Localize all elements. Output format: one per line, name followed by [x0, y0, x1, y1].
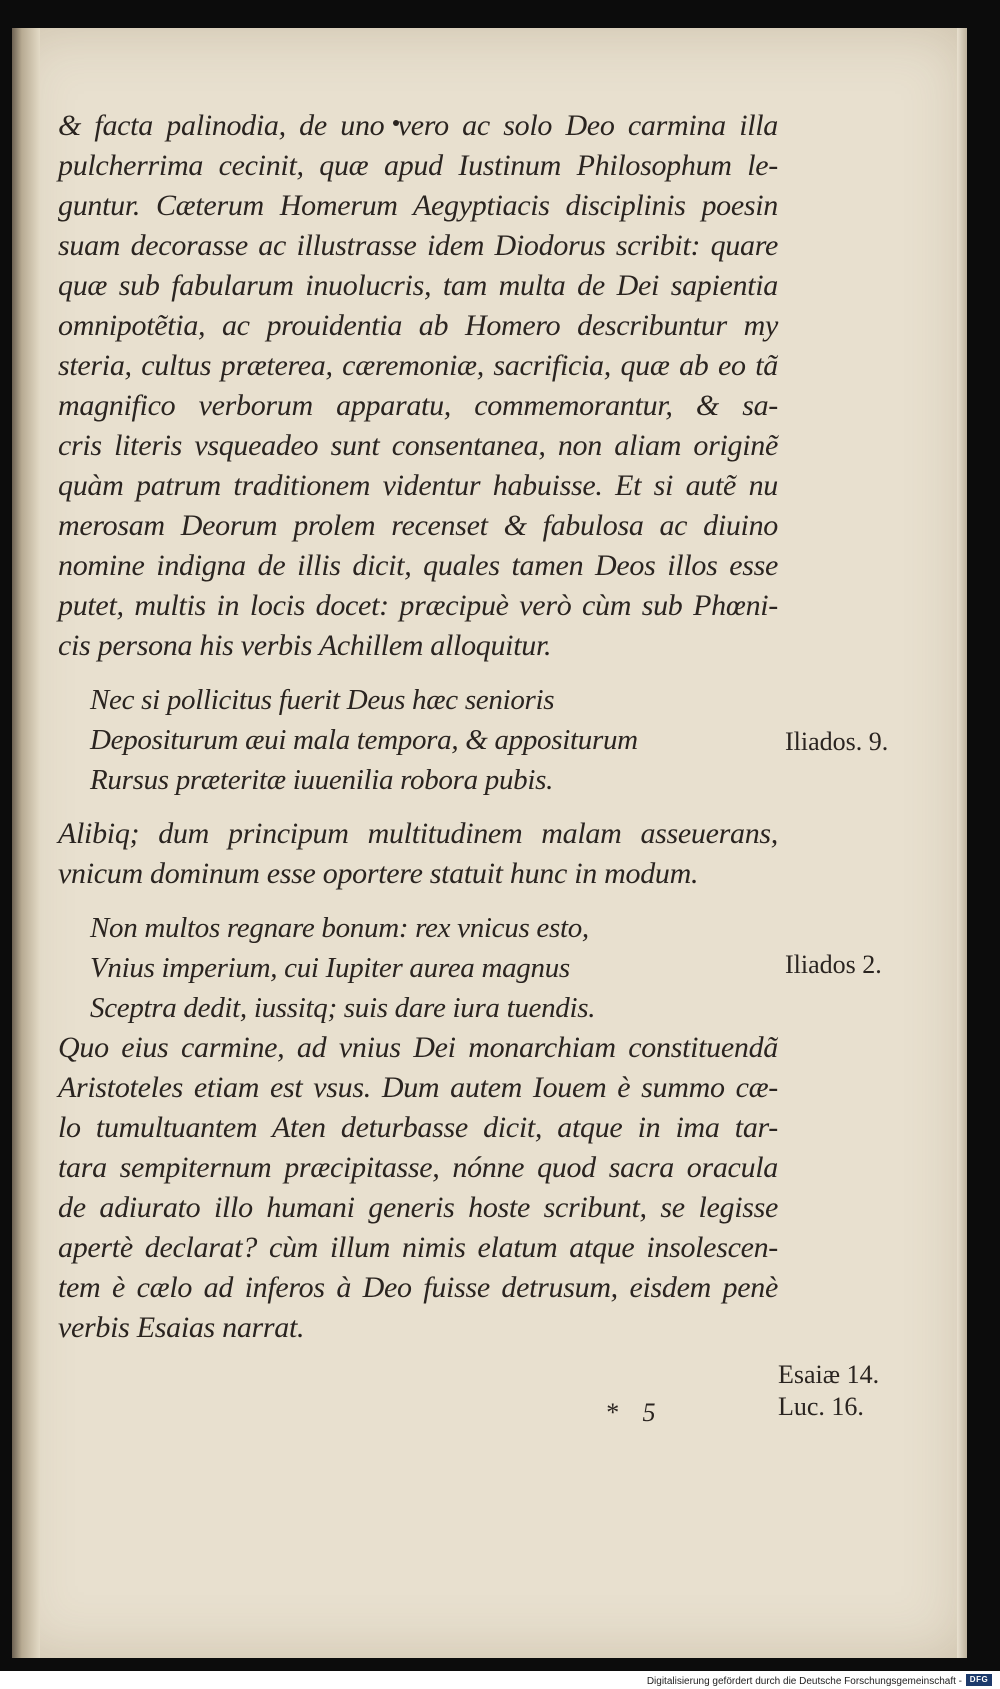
verse-line: Depositurum æui mala tempora, & appositurum	[90, 724, 638, 756]
signature-mark: * 5	[605, 1398, 656, 1427]
text-line: tara sempiternum præcipitasse, nónne quod sacra oracula	[58, 1151, 778, 1184]
text-line: putet, multis in locis docet: præcipuè verò cùm sub Phœni-	[58, 589, 778, 622]
text-line: guntur. Cæterum Homerum Aegyptiacis disciplinis poesin	[58, 189, 778, 222]
verse-line: Vnius imperium, cui Iupiter aurea magnus	[90, 952, 570, 984]
main-text-block	[58, 106, 778, 1348]
text-line: quàm patrum traditionem videntur habuisse. Et si autẽ nu	[58, 469, 778, 502]
footer-bar	[0, 1671, 1000, 1689]
verse-quotation-2	[58, 908, 778, 1028]
page-edge	[957, 28, 967, 1658]
margin-note-esaiae: Esaiæ 14.	[778, 1360, 880, 1389]
prose-paragraph-1	[58, 106, 778, 666]
text-line: quæ sub fabularum inuolucris, tam multa de Dei sapientia	[58, 269, 778, 302]
text-line: & facta palinodia, de uno vero ac solo Deo carmina illa	[58, 109, 778, 142]
margin-note-iliados-2: Iliados 2.	[785, 950, 882, 979]
text-line: steria, cultus præterea, cæremoniæ, sacrificia, quæ ab eo tã	[58, 349, 778, 382]
text-line: Aristoteles etiam est vsus. Dum autem Iouem è summo cæ-	[58, 1071, 778, 1104]
text-line: omnipotẽtia, ac prouidentia ab Homero describuntur my	[58, 309, 778, 342]
text-line: suam decorasse ac illustrasse idem Diodorus scribit: quare	[58, 229, 778, 262]
margin-note-lucae: Luc. 16.	[778, 1392, 864, 1421]
text-line: pulcherrima cecinit, quæ apud Iustinum Philosophum le-	[58, 149, 778, 182]
text-line: apertè declarat? cùm illum nimis elatum atque insolescen-	[58, 1231, 778, 1264]
verse-quotation-1	[58, 680, 778, 800]
verse-line: Non multos regnare bonum: rex vnicus esto,	[90, 912, 589, 944]
text-line: Quo eius carmine, ad vnius Dei monarchiam constituendã	[58, 1031, 778, 1064]
page-gutter-shadow	[12, 28, 40, 1658]
text-line: de adiurato illo humani generis hoste scribunt, se legisse	[58, 1191, 778, 1224]
text-line: cris literis vsqueadeo sunt consentanea, non aliam originẽ	[58, 429, 778, 462]
text-line: Alibiq; dum principum multitudinem malam asseuerans,	[58, 817, 778, 850]
prose-paragraph-2	[58, 814, 778, 894]
funding-credit: Digitalisierung gefördert durch die Deutsche Forschungsgemeinschaft -	[646, 1676, 962, 1687]
margin-note-iliados-9: Iliados. 9.	[785, 727, 889, 756]
dfg-logo: DFG	[966, 1674, 992, 1686]
verse-line: Nec si pollicitus fuerit Deus hæc senioris	[90, 684, 555, 716]
prose-paragraph-3	[58, 1028, 778, 1348]
text-line: vnicum dominum esse oportere statuit hunc in modum.	[58, 857, 699, 890]
verse-line: Sceptra dedit, iussitq; suis dare iura tuendis.	[90, 992, 596, 1024]
text-line: nomine indigna de illis dicit, quales tamen Deos illos esse	[58, 549, 778, 582]
text-line: tem è cælo ad inferos à Deo fuisse detrusum, eisdem penè	[58, 1271, 778, 1304]
text-line: cis persona his verbis Achillem alloquitur.	[58, 629, 552, 662]
text-line: merosam Deorum prolem recenset & fabulosa ac diuino	[58, 509, 778, 542]
verse-line: Rursus præteritæ iuuenilia robora pubis.	[90, 764, 554, 796]
text-line: magnifico verborum apparatu, commemorantur, & sa-	[58, 389, 778, 422]
text-line: lo tumultuantem Aten deturbasse dicit, atque in ima tar-	[58, 1111, 778, 1144]
text-line: verbis Esaias narrat.	[58, 1311, 305, 1344]
